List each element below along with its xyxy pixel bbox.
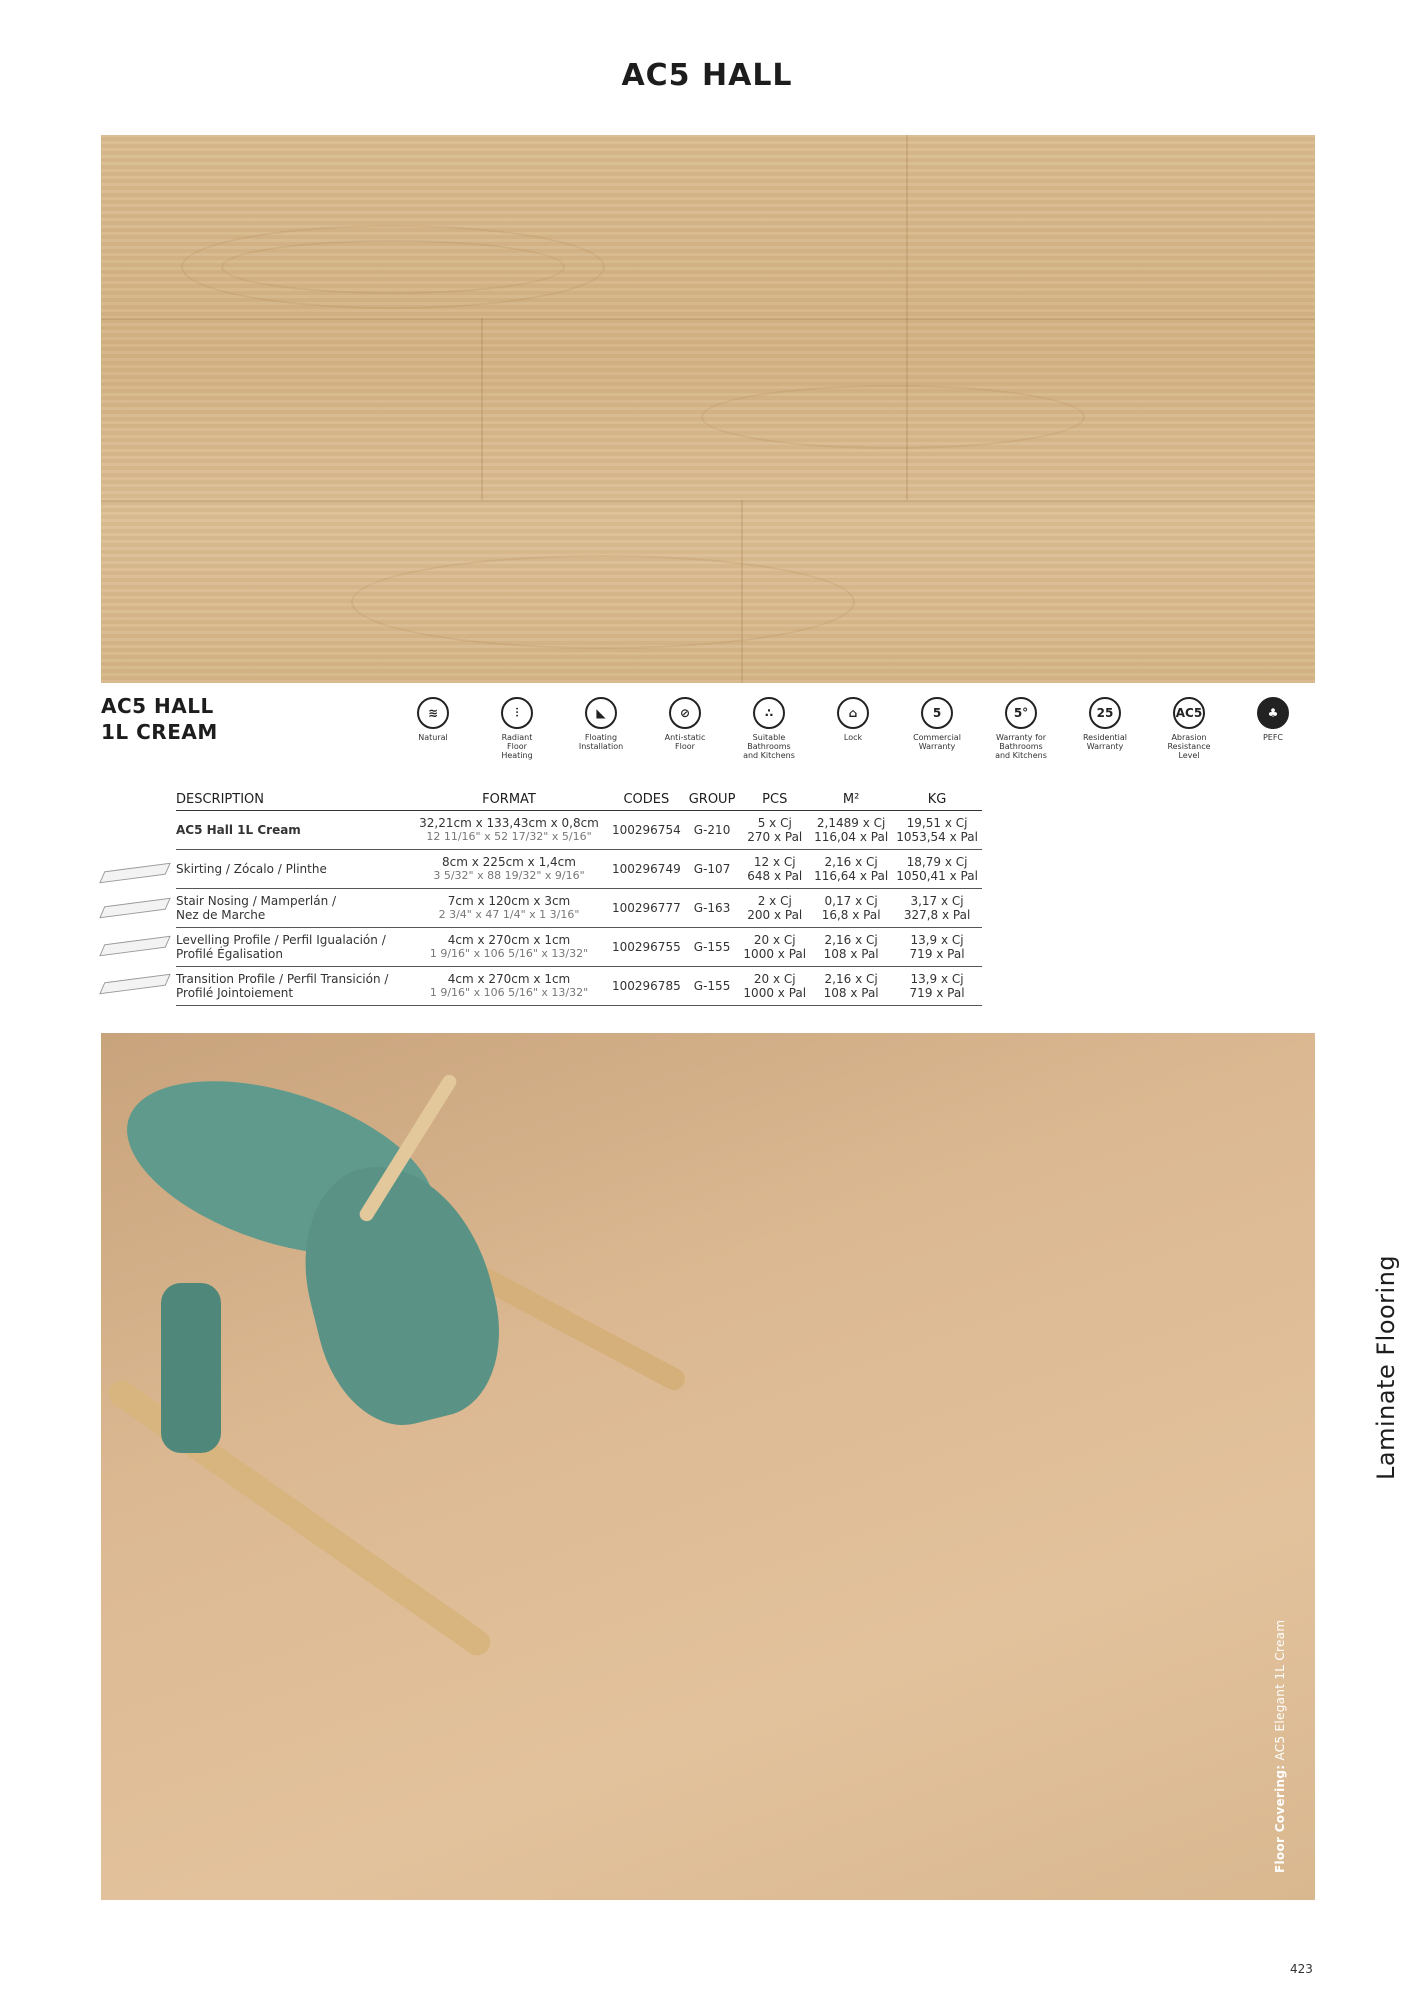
feature-label: Floating Installation xyxy=(578,733,624,751)
feature-item xyxy=(561,697,641,751)
group-code: G-107 xyxy=(693,862,731,876)
lifestyle-photo xyxy=(101,1033,1315,1900)
feature-label: Commercial Warranty xyxy=(913,733,961,751)
feature-label: PEFC xyxy=(1262,733,1284,742)
m2-box: 2,1489 x Cj xyxy=(816,816,886,830)
group-code: G-210 xyxy=(693,823,731,837)
product-code: 100296785 xyxy=(612,979,681,993)
feature-label: Natural xyxy=(418,733,448,742)
caption-label: Floor Covering: xyxy=(1273,1764,1287,1873)
table-cell xyxy=(892,811,982,850)
kg-pallet: 327,8 x Pal xyxy=(903,908,971,922)
format-metric: 7cm x 120cm x 3cm xyxy=(447,894,571,908)
kg-box: 19,51 x Cj xyxy=(906,816,968,830)
feature-label: Anti-static Floor xyxy=(664,733,706,751)
table-cell xyxy=(176,928,410,967)
m2-pallet: 116,04 x Pal xyxy=(814,830,889,844)
table-cell xyxy=(410,889,608,928)
table-cell xyxy=(810,967,892,1006)
format-imperial: 2 3/4" x 47 1/4" x 1 3/16" xyxy=(438,908,580,921)
m2-box: 2,16 x Cj xyxy=(824,972,878,986)
m2-pallet: 16,8 x Pal xyxy=(821,908,881,922)
table-cell xyxy=(892,928,982,967)
table-row xyxy=(176,889,982,928)
table-cell xyxy=(739,967,810,1006)
m2-box: 0,17 x Cj xyxy=(824,894,878,908)
description-text: Skirting / Zócalo / Plinthe xyxy=(176,862,327,876)
feature-item xyxy=(729,697,809,760)
table-cell xyxy=(410,811,608,850)
column-header-group: GROUP xyxy=(685,790,740,811)
table-cell xyxy=(608,967,685,1006)
table-cell xyxy=(739,889,810,928)
natural-icon: ≋ xyxy=(417,697,449,729)
product-name-line2: 1L CREAM xyxy=(101,720,218,744)
m2-box: 2,16 x Cj xyxy=(824,933,878,947)
table-cell xyxy=(410,928,608,967)
table-cell xyxy=(685,811,740,850)
feature-label: Lock xyxy=(843,733,863,742)
description-text: AC5 Hall 1L Cream xyxy=(176,823,301,837)
floor-swatch-image xyxy=(101,135,1315,683)
m2-pallet: 116,64 x Pal xyxy=(814,869,889,883)
pcs-box: 5 x Cj xyxy=(757,816,792,830)
floating-installation-icon: ◣ xyxy=(585,697,617,729)
format-imperial: 1 9/16" x 106 5/16" x 13/32" xyxy=(429,947,589,960)
table-cell xyxy=(739,850,810,889)
product-name xyxy=(101,693,218,745)
commercial-warranty-icon: 5 xyxy=(921,697,953,729)
product-code: 100296777 xyxy=(612,901,681,915)
section-side-label: Laminate Flooring xyxy=(1372,1254,1400,1480)
table-cell xyxy=(685,928,740,967)
table-cell xyxy=(608,850,685,889)
table-cell xyxy=(410,850,608,889)
feature-label: Residential Warranty xyxy=(1082,733,1128,751)
feature-item xyxy=(1065,697,1145,751)
feature-label: Radiant Floor Heating xyxy=(501,733,533,760)
caption-value: AC5 Elegant 1L Cream xyxy=(1273,1619,1287,1765)
product-code: 100296754 xyxy=(612,823,681,837)
table-header-row xyxy=(176,790,982,811)
kg-pallet: 719 x Pal xyxy=(909,947,965,961)
table-cell xyxy=(810,811,892,850)
feature-item xyxy=(897,697,977,751)
column-header-codes: CODES xyxy=(608,790,685,811)
pcs-pallet: 1000 x Pal xyxy=(743,947,807,961)
pcs-box: 20 x Cj xyxy=(753,933,796,947)
floor-heating-icon: ⫶ xyxy=(501,697,533,729)
format-imperial: 12 11/16" x 52 17/32" x 5/16" xyxy=(426,830,592,843)
kg-box: 18,79 x Cj xyxy=(906,855,968,869)
table-cell xyxy=(892,850,982,889)
table-cell xyxy=(810,889,892,928)
bathroom-warranty-icon: 5° xyxy=(1005,697,1037,729)
table-row xyxy=(176,811,982,850)
table-cell xyxy=(810,850,892,889)
table-cell xyxy=(608,889,685,928)
table-cell xyxy=(176,850,410,889)
description-text: Transition Profile / Perfil Transición / Profilé Jointoiement xyxy=(176,972,389,1000)
table-cell xyxy=(685,889,740,928)
group-code: G-163 xyxy=(693,901,731,915)
photo-caption xyxy=(1273,1620,1287,1873)
product-spec-table xyxy=(176,790,982,1006)
pcs-pallet: 200 x Pal xyxy=(747,908,803,922)
table-cell xyxy=(892,889,982,928)
table-cell xyxy=(810,928,892,967)
m2-box: 2,16 x Cj xyxy=(824,855,878,869)
group-code: G-155 xyxy=(693,979,731,993)
pcs-pallet: 648 x Pal xyxy=(747,869,803,883)
format-imperial: 1 9/16" x 106 5/16" x 13/32" xyxy=(429,986,589,999)
feature-item xyxy=(393,697,473,742)
kg-pallet: 1053,54 x Pal xyxy=(896,830,978,844)
table-row xyxy=(176,928,982,967)
page-title: AC5 HALL xyxy=(621,58,793,93)
table-cell xyxy=(176,967,410,1006)
abrasion-level-icon: AC5 xyxy=(1173,697,1205,729)
feature-item xyxy=(477,697,557,760)
table-cell xyxy=(892,967,982,1006)
kg-box: 3,17 x Cj xyxy=(910,894,964,908)
format-metric: 4cm x 270cm x 1cm xyxy=(447,933,571,947)
page-number: 423 xyxy=(1290,1962,1313,1976)
description-text: Levelling Profile / Perfil Igualación / Profilé Égalisation xyxy=(176,933,386,961)
feature-item xyxy=(981,697,1061,760)
feature-label: Warranty for Bathrooms and Kitchens xyxy=(995,733,1047,760)
lock-icon: ⌂ xyxy=(837,697,869,729)
feature-item xyxy=(1233,697,1313,742)
anti-static-icon: ⊘ xyxy=(669,697,701,729)
format-metric: 4cm x 270cm x 1cm xyxy=(447,972,571,986)
kg-box: 13,9 x Cj xyxy=(910,933,964,947)
column-header-pcs: PCS xyxy=(739,790,810,811)
table-cell xyxy=(685,850,740,889)
pefc-logo-icon: ♣ xyxy=(1257,697,1289,729)
kg-pallet: 1050,41 x Pal xyxy=(896,869,978,883)
table-cell xyxy=(608,811,685,850)
table-cell xyxy=(176,889,410,928)
m2-pallet: 108 x Pal xyxy=(823,986,879,1000)
stair-nosing-thumbnail xyxy=(99,898,171,919)
table-cell xyxy=(739,928,810,967)
table-row xyxy=(176,967,982,1006)
format-metric: 8cm x 225cm x 1,4cm xyxy=(442,855,576,869)
group-code: G-155 xyxy=(693,940,731,954)
table-cell xyxy=(739,811,810,850)
product-code: 100296749 xyxy=(612,862,681,876)
table-cell xyxy=(685,967,740,1006)
format-imperial: 3 5/32" x 88 19/32" x 9/16" xyxy=(433,869,585,882)
table-row xyxy=(176,850,982,889)
skirting-thumbnail xyxy=(99,863,171,884)
column-header-format: FORMAT xyxy=(410,790,608,811)
kg-box: 13,9 x Cj xyxy=(910,972,964,986)
kg-pallet: 719 x Pal xyxy=(909,986,965,1000)
levelling-profile-thumbnail xyxy=(99,936,171,957)
residential-warranty-icon: 25 xyxy=(1089,697,1121,729)
transition-profile-thumbnail xyxy=(99,974,171,995)
feature-item xyxy=(1149,697,1229,760)
description-text: Stair Nosing / Mamperlán / Nez de Marche xyxy=(176,894,337,922)
column-header-m2: M² xyxy=(810,790,892,811)
product-name-line1: AC5 HALL xyxy=(101,694,214,718)
product-code: 100296755 xyxy=(612,940,681,954)
pcs-box: 12 x Cj xyxy=(753,855,796,869)
pcs-pallet: 270 x Pal xyxy=(747,830,803,844)
column-header-kg: KG xyxy=(892,790,982,811)
table-cell xyxy=(410,967,608,1006)
feature-item xyxy=(813,697,893,742)
format-metric: 32,21cm x 133,43cm x 0,8cm xyxy=(419,816,599,830)
feature-label: Suitable Bathrooms and Kitchens xyxy=(743,733,795,760)
table-cell xyxy=(176,811,410,850)
bathroom-kitchen-icon: ∴ xyxy=(753,697,785,729)
column-header-description: DESCRIPTION xyxy=(176,790,410,811)
toy-leg xyxy=(161,1283,221,1453)
pcs-box: 20 x Cj xyxy=(753,972,796,986)
m2-pallet: 108 x Pal xyxy=(823,947,879,961)
feature-label: Abrasion Resistance Level xyxy=(1167,733,1211,760)
pcs-pallet: 1000 x Pal xyxy=(743,986,807,1000)
pcs-box: 2 x Cj xyxy=(757,894,792,908)
feature-item xyxy=(645,697,725,751)
table-cell xyxy=(608,928,685,967)
